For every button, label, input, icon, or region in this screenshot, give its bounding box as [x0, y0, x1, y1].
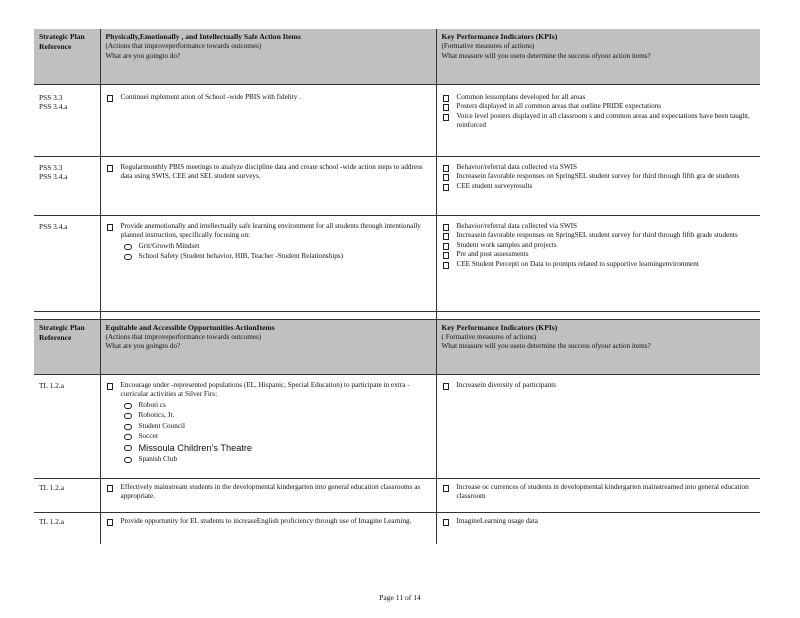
kpi-header-sub2: What measure will you useto determine the success ofyour action items? — [441, 342, 651, 351]
ref-code: PSS 3.4.a — [39, 221, 68, 231]
sub-item: Missoula Children’s Theatre — [123, 443, 432, 454]
kpi-cell — [436, 156, 760, 215]
action-header-cell — [100, 319, 436, 374]
table-row — [34, 374, 760, 478]
action-header-sub2: What are you goingto do? — [105, 342, 181, 351]
action-item: Continuei mplement ation of School -wide PBIS with fidelity . — [106, 93, 432, 103]
kpi-header-cell — [436, 319, 760, 374]
kpi-item: Increasein diversity of participants — [442, 381, 757, 391]
action-header-sub1: (Actions that improveperformance towards outcomes) — [105, 42, 262, 50]
kpi-header-cell — [436, 29, 760, 84]
kpi-item: Increasein favorable responses on SpringSEL student survey for third through fifth grade students — [442, 231, 757, 241]
kpi-cell — [436, 478, 760, 512]
ref-code: PSS 3.4.a — [39, 102, 68, 112]
ref-code: TL 1.2.a — [39, 380, 64, 390]
sub-item: Soccer — [123, 432, 432, 442]
kpi-item: Increase oc currences of students in developmental kindergarten mainstreamed into general education classroom — [442, 483, 757, 502]
action-item — [106, 381, 432, 465]
ref-cell — [34, 374, 100, 478]
kpi-item: Behavior/referral data collected via SWIS — [442, 163, 757, 173]
kpi-item: Behavior/referral data collected via SWIS — [442, 222, 757, 232]
kpi-item: Posters displayed in all common areas that outline PRIDE expectations — [442, 102, 757, 112]
ref-cell — [34, 512, 100, 544]
ref-cell — [34, 156, 100, 215]
ref-code: PSS 3.3 — [39, 162, 63, 172]
action-plan-table — [34, 29, 760, 544]
ref-header: Strategic Plan Reference — [39, 32, 85, 51]
kpi-cell — [436, 84, 760, 156]
kpi-header-sub1: (Formative measures of actions) — [441, 42, 535, 50]
action-header-sub1: (Actions that improveperformance towards outcomes) — [105, 332, 262, 341]
ref-code: TL 1.2.a — [39, 516, 64, 526]
section2-header-row — [34, 319, 760, 374]
kpi-cell — [436, 374, 760, 478]
ref-code: PSS 3.4.a — [39, 172, 68, 182]
kpi-item: Voice level posters displayed in all classroom s and common areas and expectations have been taught, reinforced — [442, 112, 757, 131]
action-header-cell — [100, 29, 436, 84]
kpi-header-title: Key Performance Indicators (KPIs) — [441, 322, 558, 332]
section-spacer — [34, 311, 760, 319]
action-header-sub2: What are you goingto do? — [105, 51, 181, 60]
ref-cell — [34, 84, 100, 156]
action-text: Provide anemotionally and intellectually safe learning environment for all students through intentionally planned instruction, specifically focusing on: — [120, 221, 421, 240]
table-row — [34, 84, 760, 156]
ref-code: PSS 3.3 — [39, 92, 63, 102]
page-number: Page 11 of 14 — [379, 593, 421, 602]
kpi-item: Student work samples and projects — [442, 241, 757, 251]
kpi-item: CEE Student Percepti on Data to prompts related to supportive learningenvironment — [442, 260, 757, 270]
table-row — [34, 478, 760, 512]
kpi-item: CEE student surveyresults — [442, 182, 757, 192]
sub-item: Spanish Club — [123, 455, 432, 465]
sub-item: Robotics, Jr. — [123, 411, 432, 421]
kpi-cell — [436, 215, 760, 311]
table-row — [34, 512, 760, 544]
ref-header: Strategic Plan Reference — [39, 322, 85, 342]
action-cell — [100, 374, 436, 478]
table-row — [34, 215, 760, 311]
sub-item: Roboti cs — [123, 401, 432, 411]
sub-item: Grit/Growth Mindset — [123, 242, 432, 252]
kpi-header-sub1: ( Formative measures of actions) — [441, 332, 537, 341]
action-cell — [100, 156, 436, 215]
action-item: Regularmonthly PBIS meetings to analyze discipline data and create school -wide action steps to address data using SWIS, CEE and SEL student surveys. — [106, 163, 432, 182]
sub-item: School Safety (Student behavior, HIB, Teacher -Student Relationships) — [123, 252, 432, 262]
ref-code: TL 1.2.a — [39, 482, 64, 492]
kpi-item: Common lessonplans developed for all areas — [442, 93, 757, 103]
kpi-item: ImagineLearning usage data — [442, 517, 757, 527]
action-cell — [100, 84, 436, 156]
kpi-item: Increasein favorable responses on SpringSEL student survey for third through fifth gra de students — [442, 172, 757, 182]
action-text: Encourage under -represented populations (EL, Hispanic, Special Education) to participate in extra -curricular activities at Silver Firs: — [120, 380, 410, 399]
kpi-cell — [436, 512, 760, 544]
ref-cell — [34, 215, 100, 311]
action-cell — [100, 215, 436, 311]
action-cell — [100, 478, 436, 512]
kpi-header-sub2: What measure will you useto determine the success ofyour action items? — [441, 51, 651, 60]
ref-header-cell — [34, 29, 100, 84]
action-header-title: Physically,Emotionally , and Intellectually Safe Action Items — [105, 32, 301, 41]
ref-header-cell — [34, 319, 100, 374]
kpi-header-title: Key Performance Indicators (KPIs) — [441, 32, 558, 41]
kpi-item: Pre and post assessments — [442, 250, 757, 260]
action-header-title: Equitable and Accessible Opportunities ActionItems — [105, 322, 275, 332]
table-row — [34, 156, 760, 215]
action-item — [106, 222, 432, 262]
section1-header-row — [34, 29, 760, 84]
action-cell — [100, 512, 436, 544]
sub-item: Student Council — [123, 422, 432, 432]
action-item: Effectively mainstream students in the developmental kindergarten into general education classrooms as appropriate. — [106, 483, 432, 502]
action-item: Provide opportunity for EL students to increaseEnglish proficiency through use of Imagine Learning. — [106, 517, 432, 527]
ref-cell — [34, 478, 100, 512]
